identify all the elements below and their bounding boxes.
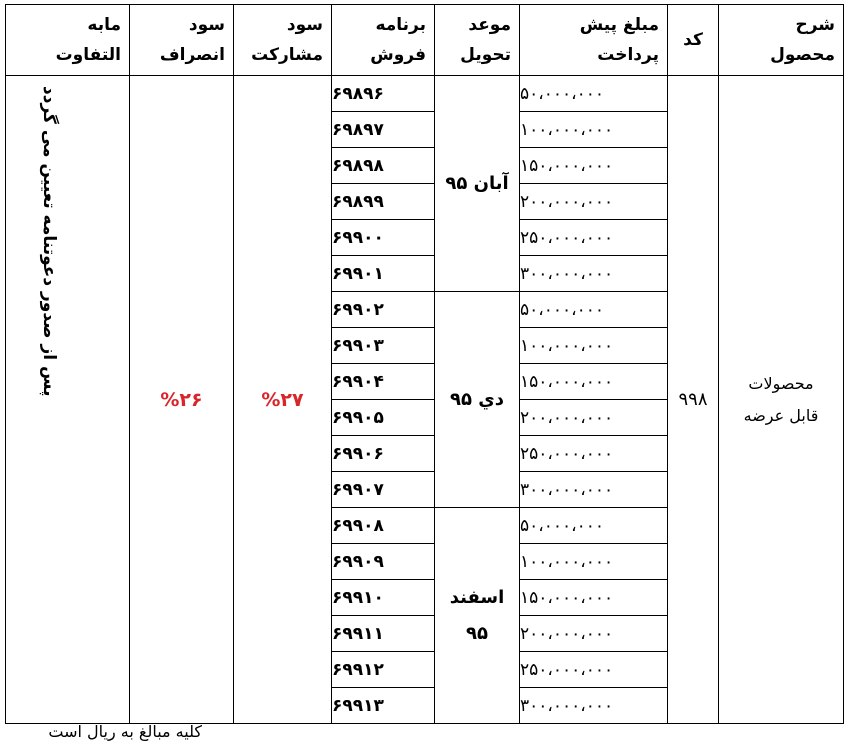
prepayment-cell: ۵۰،۰۰۰،۰۰۰ — [520, 292, 668, 328]
sales-program-cell: ۶۹۹۱۳ — [332, 688, 435, 724]
withdrawal-profit-cell: %۲۶ — [130, 76, 234, 724]
sales-program-cell: ۶۹۹۰۹ — [332, 544, 435, 580]
sales-program-cell: ۶۹۸۹۸ — [332, 148, 435, 184]
header-program: برنامه فروش — [332, 5, 435, 76]
prepayment-cell: ۳۰۰،۰۰۰،۰۰۰ — [520, 256, 668, 292]
sales-program-cell: ۶۹۸۹۶ — [332, 76, 435, 112]
sales-program-cell: ۶۹۹۰۰ — [332, 220, 435, 256]
prepayment-cell: ۱۵۰،۰۰۰،۰۰۰ — [520, 148, 668, 184]
sales-program-cell: ۶۹۹۱۰ — [332, 580, 435, 616]
header-row — [6, 5, 844, 76]
table-body — [6, 76, 844, 724]
header-delivery: موعد تحویل — [435, 5, 520, 76]
sales-program-cell: ۶۹۹۰۷ — [332, 472, 435, 508]
sales-program-cell: ۶۹۸۹۷ — [332, 112, 435, 148]
header-prepayment: مبلغ پیش پرداخت — [520, 5, 668, 76]
prepayment-cell: ۱۵۰،۰۰۰،۰۰۰ — [520, 580, 668, 616]
difference-cell — [6, 76, 130, 724]
prepayment-cell: ۵۰،۰۰۰،۰۰۰ — [520, 508, 668, 544]
sales-program-cell: ۶۹۹۰۳ — [332, 328, 435, 364]
prepayment-cell: ۱۰۰،۰۰۰،۰۰۰ — [520, 112, 668, 148]
prepayment-cell: ۳۰۰،۰۰۰،۰۰۰ — [520, 688, 668, 724]
delivery-cell — [435, 292, 520, 508]
delivery-cell — [435, 508, 520, 724]
sales-program-cell: ۶۹۹۰۵ — [332, 400, 435, 436]
delivery-label: ۹۵ — [466, 622, 488, 644]
delivery-label: اسفند — [449, 586, 505, 608]
prepayment-cell: ۲۰۰،۰۰۰،۰۰۰ — [520, 616, 668, 652]
delivery-cell — [435, 76, 520, 292]
table-row — [6, 76, 844, 112]
delivery-label: آبان ۹۵ — [445, 172, 509, 194]
prepayment-cell: ۵۰،۰۰۰،۰۰۰ — [520, 76, 668, 112]
prepayment-cell: ۲۵۰،۰۰۰،۰۰۰ — [520, 652, 668, 688]
header-code: کد — [668, 5, 719, 76]
difference-note-wrapper — [34, 86, 64, 606]
prepayment-cell: ۱۰۰،۰۰۰،۰۰۰ — [520, 544, 668, 580]
header-difference: مابه التفاوت — [6, 5, 130, 76]
prepayment-cell: ۲۵۰،۰۰۰،۰۰۰ — [520, 220, 668, 256]
prepayment-cell: ۲۰۰،۰۰۰،۰۰۰ — [520, 400, 668, 436]
product-description-cell — [719, 76, 844, 724]
header-withdrawal-profit: سود انصراف — [130, 5, 234, 76]
sales-program-cell: ۶۹۸۹۹ — [332, 184, 435, 220]
sales-program-cell: ۶۹۹۱۲ — [332, 652, 435, 688]
prepayment-cell: ۳۰۰،۰۰۰،۰۰۰ — [520, 472, 668, 508]
footnote: کلیه مبالغ به ریال است — [48, 722, 202, 741]
sales-program-cell: ۶۹۹۰۴ — [332, 364, 435, 400]
delivery-label: دي ۹۵ — [450, 388, 504, 410]
prepayment-cell: ۲۵۰،۰۰۰،۰۰۰ — [520, 436, 668, 472]
prepayment-cell: ۱۰۰،۰۰۰،۰۰۰ — [520, 328, 668, 364]
prepayment-cell: ۱۵۰،۰۰۰،۰۰۰ — [520, 364, 668, 400]
sales-program-cell: ۶۹۹۰۶ — [332, 436, 435, 472]
sales-program-cell: ۶۹۹۱۱ — [332, 616, 435, 652]
sales-program-cell: ۶۹۹۰۱ — [332, 256, 435, 292]
difference-note: پس از صدور دعوتنامه تعیین می گردد — [39, 86, 59, 397]
prepayment-cell: ۲۰۰،۰۰۰،۰۰۰ — [520, 184, 668, 220]
product-code-cell: ۹۹۸ — [668, 76, 719, 724]
header-description: شرح محصول — [719, 5, 844, 76]
product-description-line: قابل عرضه — [743, 405, 819, 425]
product-table — [5, 4, 844, 724]
header-partnership-profit: سود مشارکت — [234, 5, 332, 76]
sales-program-cell: ۶۹۹۰۲ — [332, 292, 435, 328]
partnership-profit-cell: %۲۷ — [234, 76, 332, 724]
sales-program-cell: ۶۹۹۰۸ — [332, 508, 435, 544]
product-description-line: محصولات — [748, 373, 814, 393]
